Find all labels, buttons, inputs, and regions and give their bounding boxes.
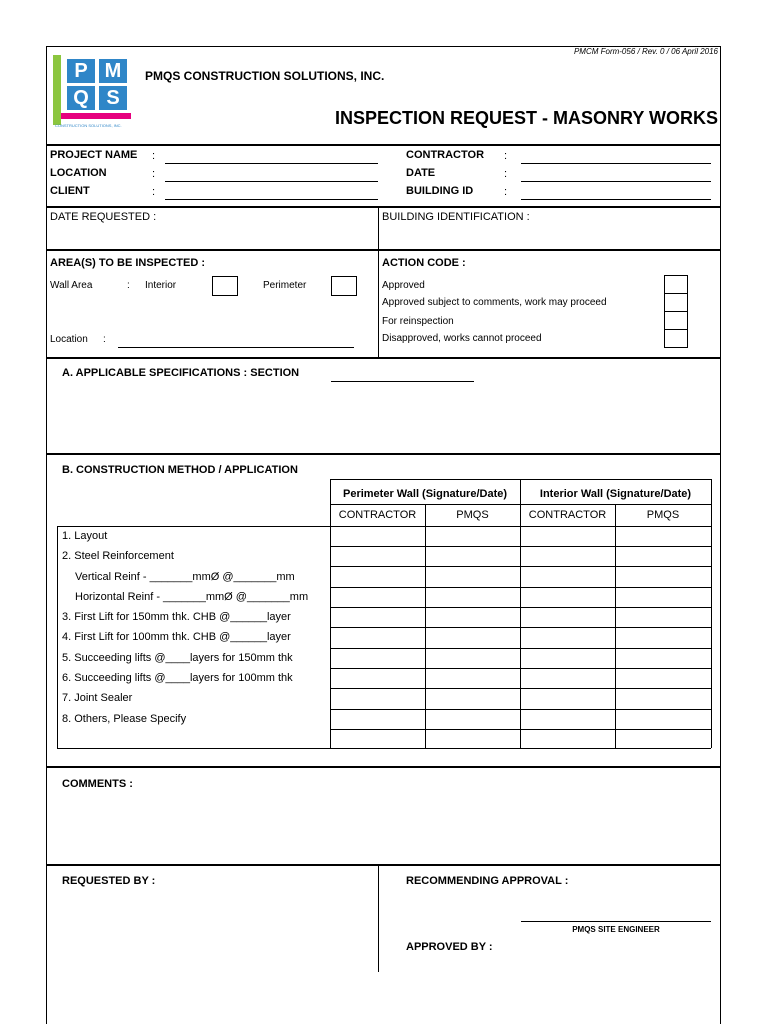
label-client: CLIENT [50, 185, 90, 197]
signature-grid [330, 526, 711, 749]
site-engineer-label: PMQS SITE ENGINEER [572, 925, 660, 934]
section-a-heading: A. APPLICABLE SPECIFICATIONS : SECTION [62, 367, 300, 379]
label-project-name: PROJECT NAME [50, 149, 138, 161]
colon: : [152, 168, 156, 180]
location-input-line[interactable] [118, 347, 354, 348]
item-vertical-reinf: Vertical Reinf - _______mmØ @_______mm [75, 571, 295, 583]
grid-col [520, 526, 521, 748]
location-label: Location [50, 334, 88, 345]
divider [46, 357, 720, 359]
company-name: PMQS CONSTRUCTION SOLUTIONS, INC. [145, 69, 385, 83]
site-engineer-signature-line[interactable] [521, 921, 711, 922]
action-code-heading: ACTION CODE : [382, 257, 466, 269]
item-others: 8. Others, Please Specify [62, 713, 187, 725]
date-requested-label: DATE REQUESTED : [50, 211, 157, 223]
grid-col [330, 526, 331, 748]
perimeter-label: Perimeter [263, 280, 307, 291]
colon: : [504, 186, 508, 198]
table-header-right [711, 479, 712, 526]
label-date: DATE [406, 167, 436, 179]
requested-by-label: REQUESTED BY : [62, 875, 156, 887]
grid-row [330, 729, 711, 730]
grid-row [330, 546, 711, 547]
grid-col [711, 526, 712, 748]
logo-tagline: CONSTRUCTION SOLUTIONS, INC. [55, 123, 122, 128]
checkbox-approved-with-comments[interactable] [664, 293, 688, 312]
logo-green-bar [53, 55, 61, 125]
item-joint-sealer: 7. Joint Sealer [62, 692, 133, 704]
frame-right [720, 46, 721, 1024]
header-divider [46, 144, 720, 146]
client-field[interactable] [165, 199, 378, 200]
company-logo [53, 55, 133, 133]
grid-col [425, 526, 426, 748]
item-succeeding-150: 5. Succeeding lifts @____layers for 150mm thk [62, 652, 293, 664]
grid-col [615, 526, 616, 748]
grid-row [330, 607, 711, 608]
wall-area-label: Wall Area [50, 280, 93, 291]
colon: : [504, 168, 508, 180]
divider [46, 864, 720, 866]
project-name-field[interactable] [165, 163, 378, 164]
colon: : [103, 334, 106, 345]
interior-checkbox[interactable] [212, 276, 238, 296]
perimeter-pmqs-header: PMQS [456, 509, 489, 521]
label-building-id: BUILDING ID [406, 185, 474, 197]
item-horizontal-reinf: Horizontal Reinf - _______mmØ @_______mm [75, 591, 309, 603]
grid-row [330, 668, 711, 669]
divider [378, 864, 379, 972]
form-title: INSPECTION REQUEST - MASONRY WORKS [334, 108, 718, 128]
logo-letter-q: Q [67, 86, 95, 110]
logo-letter-m: M [99, 59, 127, 83]
grid-row [330, 566, 711, 567]
perimeter-checkbox[interactable] [331, 276, 357, 296]
date-field[interactable] [521, 181, 711, 182]
comments-label: COMMENTS : [62, 778, 133, 790]
perimeter-wall-header: Perimeter Wall (Signature/Date) [342, 488, 508, 500]
colon: : [152, 150, 156, 162]
item-succeeding-100: 6. Succeeding lifts @____layers for 100mm thk [62, 672, 293, 684]
grid-row [330, 627, 711, 628]
colon: : [127, 280, 130, 291]
form-code: PMCM Form-056 / Rev. 0 / 06 April 2016 [573, 47, 718, 56]
perimeter-contractor-header: CONTRACTOR [338, 509, 417, 521]
checkbox-reinspection[interactable] [664, 311, 688, 330]
action-option-approved: Approved [382, 280, 425, 291]
logo-letter-p: P [67, 59, 95, 83]
contractor-field[interactable] [521, 163, 711, 164]
frame-left [46, 46, 47, 1024]
interior-contractor-header: CONTRACTOR [528, 509, 607, 521]
logo-pink-ruler [61, 113, 131, 119]
divider [46, 453, 720, 455]
logo-letter-s: S [99, 86, 127, 110]
label-location: LOCATION [50, 167, 107, 179]
colon: : [152, 186, 156, 198]
grid-row [330, 587, 711, 588]
checkbox-approved[interactable] [664, 275, 688, 294]
section-b-heading: B. CONSTRUCTION METHOD / APPLICATION [62, 464, 298, 476]
grid-row [330, 709, 711, 710]
item-first-lift-100: 4. First Lift for 100mm thk. CHB @______layer [62, 631, 291, 643]
divider [46, 206, 720, 208]
colon: : [504, 150, 508, 162]
action-option-disapproved: Disapproved, works cannot proceed [382, 333, 542, 344]
grid-row [330, 688, 711, 689]
building-id-field[interactable] [521, 199, 711, 200]
divider [46, 249, 720, 251]
label-contractor: CONTRACTOR [406, 149, 485, 161]
areas-heading: AREA(S) TO BE INSPECTED : [50, 257, 206, 269]
approved-by-label: APPROVED BY : [406, 941, 493, 953]
action-option-approved-with-comments: Approved subject to comments, work may proceed [382, 297, 607, 308]
item-steel-reinforcement: 2. Steel Reinforcement [62, 550, 174, 562]
interior-label: Interior [145, 280, 177, 291]
checkbox-disapproved[interactable] [664, 329, 688, 348]
interior-pmqs-header: PMQS [646, 509, 680, 521]
building-identification-label: BUILDING IDENTIFICATION : [382, 211, 530, 223]
item-first-lift-150: 3. First Lift for 150mm thk. CHB @______layer [62, 611, 291, 623]
divider [46, 766, 720, 768]
recommending-approval-label: RECOMMENDING APPROVAL : [406, 875, 569, 887]
section-a-field[interactable] [331, 381, 474, 382]
item-layout: 1. Layout [62, 530, 108, 542]
interior-wall-header: Interior Wall (Signature/Date) [539, 488, 692, 500]
divider [378, 206, 379, 358]
action-option-reinspection: For reinspection [382, 316, 454, 327]
grid-row [330, 648, 711, 649]
location-field[interactable] [165, 181, 378, 182]
items-box-left [57, 526, 58, 748]
